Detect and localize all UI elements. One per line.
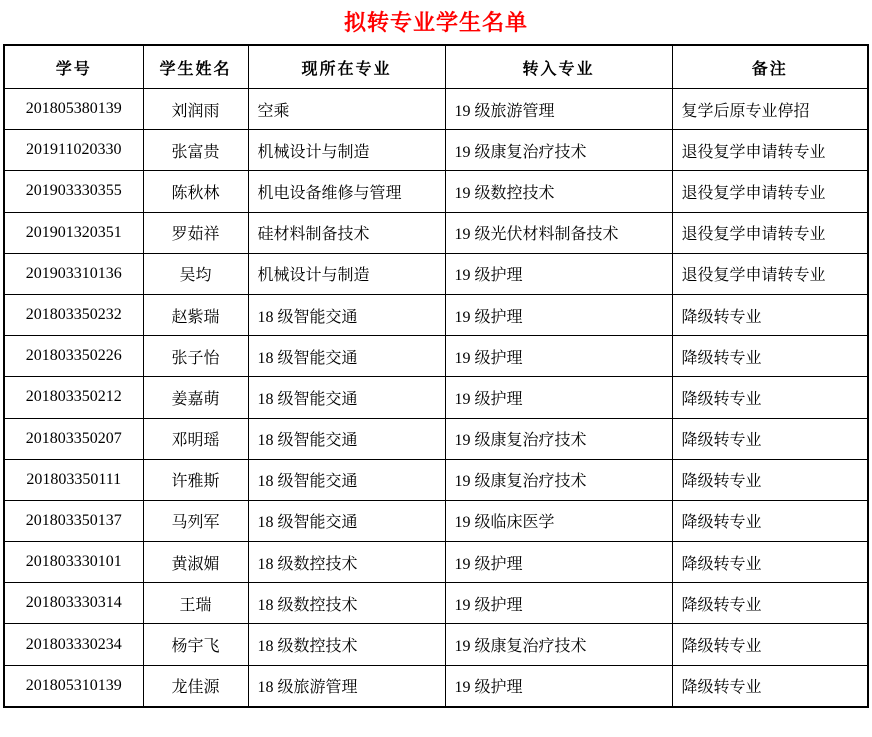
cell-current-major: 18 级智能交通: [248, 459, 445, 500]
table-row: [4, 212, 868, 253]
cell-remark: 退役复学申请转专业: [672, 171, 868, 212]
cell-student-name: 黄淑媚: [143, 542, 248, 583]
cell-student-id: 201901320351: [4, 212, 143, 253]
table-row: [4, 542, 868, 583]
cell-target-major: 19 级护理: [445, 583, 672, 624]
cell-current-major: 机电设备维修与管理: [248, 171, 445, 212]
header-remark: 备注: [672, 45, 868, 89]
cell-current-major: 18 级数控技术: [248, 624, 445, 665]
table-body: [4, 89, 868, 707]
cell-student-id: 201803330314: [4, 583, 143, 624]
table-row: [4, 253, 868, 294]
cell-student-id: 201803350111: [4, 459, 143, 500]
cell-remark: 退役复学申请转专业: [672, 212, 868, 253]
table-row: [4, 665, 868, 707]
cell-student-id: 201803350137: [4, 500, 143, 541]
cell-remark: 降级转专业: [672, 583, 868, 624]
cell-target-major: 19 级临床医学: [445, 500, 672, 541]
cell-student-name: 赵紫瑞: [143, 294, 248, 335]
cell-current-major: 18 级智能交通: [248, 294, 445, 335]
table-row: [4, 294, 868, 335]
cell-target-major: 19 级康复治疗技术: [445, 130, 672, 171]
header-student-name: 学生姓名: [143, 45, 248, 89]
cell-student-id: 201803350212: [4, 377, 143, 418]
cell-student-id: 201803330234: [4, 624, 143, 665]
cell-student-name: 陈秋林: [143, 171, 248, 212]
cell-student-name: 姜嘉萌: [143, 377, 248, 418]
table-row: [4, 130, 868, 171]
cell-current-major: 18 级数控技术: [248, 542, 445, 583]
cell-remark: 降级转专业: [672, 377, 868, 418]
cell-target-major: 19 级护理: [445, 665, 672, 707]
cell-current-major: 机械设计与制造: [248, 130, 445, 171]
cell-current-major: 18 级智能交通: [248, 377, 445, 418]
cell-student-name: 杨宇飞: [143, 624, 248, 665]
cell-target-major: 19 级护理: [445, 294, 672, 335]
cell-remark: 退役复学申请转专业: [672, 253, 868, 294]
cell-remark: 降级转专业: [672, 294, 868, 335]
cell-target-major: 19 级旅游管理: [445, 89, 672, 130]
cell-remark: 降级转专业: [672, 459, 868, 500]
table-header: [4, 45, 868, 89]
cell-current-major: 18 级智能交通: [248, 336, 445, 377]
cell-target-major: 19 级护理: [445, 377, 672, 418]
cell-target-major: 19 级数控技术: [445, 171, 672, 212]
cell-remark: 降级转专业: [672, 542, 868, 583]
table-row: [4, 336, 868, 377]
transfer-table: [3, 44, 869, 708]
cell-target-major: 19 级康复治疗技术: [445, 418, 672, 459]
cell-current-major: 18 级智能交通: [248, 500, 445, 541]
cell-target-major: 19 级光伏材料制备技术: [445, 212, 672, 253]
cell-student-name: 刘润雨: [143, 89, 248, 130]
header-current-major: 现所在专业: [248, 45, 445, 89]
cell-student-name: 许雅斯: [143, 459, 248, 500]
cell-student-id: 201903310136: [4, 253, 143, 294]
cell-student-id: 201911020330: [4, 130, 143, 171]
cell-current-major: 18 级数控技术: [248, 583, 445, 624]
cell-student-id: 201803350207: [4, 418, 143, 459]
cell-remark: 降级转专业: [672, 418, 868, 459]
cell-student-id: 201805380139: [4, 89, 143, 130]
table-row: [4, 459, 868, 500]
cell-current-major: 机械设计与制造: [248, 253, 445, 294]
cell-student-name: 邓明瑶: [143, 418, 248, 459]
cell-target-major: 19 级护理: [445, 336, 672, 377]
header-student-id: 学号: [4, 45, 143, 89]
cell-remark: 复学后原专业停招: [672, 89, 868, 130]
cell-target-major: 19 级护理: [445, 542, 672, 583]
cell-student-name: 张子怡: [143, 336, 248, 377]
cell-student-id: 201803350226: [4, 336, 143, 377]
cell-current-major: 硅材料制备技术: [248, 212, 445, 253]
header-target-major: 转入专业: [445, 45, 672, 89]
table-row: [4, 624, 868, 665]
cell-remark: 降级转专业: [672, 624, 868, 665]
cell-current-major: 空乘: [248, 89, 445, 130]
cell-student-name: 罗茹祥: [143, 212, 248, 253]
cell-student-name: 王瑞: [143, 583, 248, 624]
cell-remark: 降级转专业: [672, 336, 868, 377]
cell-current-major: 18 级智能交通: [248, 418, 445, 459]
header-row: [4, 45, 868, 89]
cell-student-name: 张富贵: [143, 130, 248, 171]
cell-target-major: 19 级护理: [445, 253, 672, 294]
cell-student-name: 马列军: [143, 500, 248, 541]
cell-remark: 降级转专业: [672, 500, 868, 541]
table-row: [4, 500, 868, 541]
cell-student-id: 201805310139: [4, 665, 143, 707]
table-row: [4, 171, 868, 212]
cell-student-id: 201903330355: [4, 171, 143, 212]
cell-target-major: 19 级康复治疗技术: [445, 459, 672, 500]
cell-student-id: 201803350232: [4, 294, 143, 335]
page-title: 拟转专业学生名单: [343, 10, 528, 35]
cell-current-major: 18 级旅游管理: [248, 665, 445, 707]
table-row: [4, 583, 868, 624]
cell-remark: 降级转专业: [672, 665, 868, 707]
table-row: [4, 89, 868, 130]
cell-student-name: 龙佳源: [143, 665, 248, 707]
cell-student-name: 吴均: [143, 253, 248, 294]
table-row: [4, 377, 868, 418]
cell-student-id: 201803330101: [4, 542, 143, 583]
cell-remark: 退役复学申请转专业: [672, 130, 868, 171]
table-row: [4, 418, 868, 459]
cell-target-major: 19 级康复治疗技术: [445, 624, 672, 665]
